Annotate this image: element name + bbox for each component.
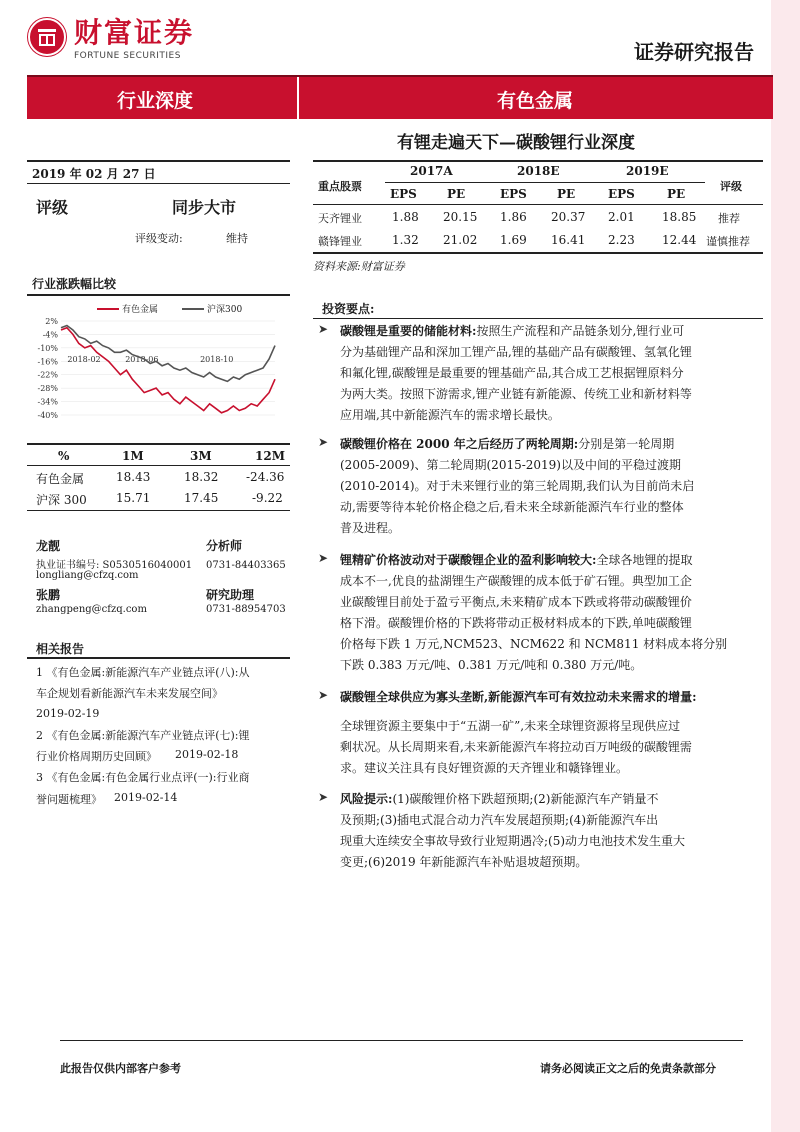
stock-year-2019: 2019E: [626, 164, 669, 178]
banner-right-label: 有色金属: [497, 90, 574, 112]
analyst1-cert: 执业证书编号: S0530516040001: [36, 560, 193, 571]
bullet2-head: 碳酸锂价格在 2000 年之后经历了两轮周期:: [340, 437, 579, 451]
bullet5-line3: 现重大连续安全事故导致行业短期遇冷;(5)动力电池技术发生重大: [340, 834, 686, 848]
bullet5-line2: 及预期;(3)插电式混合动力汽车发展超预期;(4)新能源汽车出: [340, 813, 659, 827]
bullet2-line3: (2010-2014)。对于未来锂行业的第三轮周期,我们认为目前尚未启: [340, 479, 695, 493]
perf-row1-3m: 18.32: [184, 470, 219, 484]
analyst1-role: 分析师: [206, 539, 243, 553]
stock-row1-v5: 2.01: [608, 210, 635, 224]
bullet3-line2: 成本不一,优良的盐湖锂生产碳酸锂的成本低于矿石锂。典型加工企: [340, 574, 692, 588]
analyst2-name: 张鹏: [36, 588, 61, 602]
related-1-line1[interactable]: 1 《有色金属:新能源汽车产业链点评(八):从: [36, 666, 250, 679]
bullet5-line1: (1)碳酸锂价格下跌超预期;(2)新能源汽车产销量不: [392, 792, 659, 806]
stock-table-bottom-rule: [313, 252, 763, 254]
perf-row2-3m: 17.45: [184, 491, 219, 505]
stock-row2-v4: 16.41: [551, 233, 586, 247]
stock-row1-name: 天齐锂业: [318, 212, 362, 225]
stock-row2-v3: 1.69: [500, 233, 527, 247]
chart-ytick-label: -28%: [37, 384, 58, 394]
invest-title-rule: [313, 318, 763, 319]
bullet3-head: 锂精矿价格波动对于碳酸锂企业的盈利影响较大:: [340, 553, 597, 567]
chart-ytick-label: -34%: [37, 397, 58, 407]
perf-row2-1m: 15.71: [116, 491, 151, 505]
stock-header-rule: [313, 204, 763, 205]
stock-row2-rating: 谨慎推荐: [706, 235, 750, 248]
bullet4-line3: 求。建议关注具有良好锂资源的天齐锂业和赣锋锂业。: [340, 761, 629, 775]
banner-divider: [297, 77, 299, 119]
bullet-arrow-icon: ➤: [318, 322, 329, 336]
stock-sub-eps1: EPS: [390, 187, 417, 201]
perf-row1-name: 有色金属: [36, 472, 85, 486]
bullet-arrow-icon: ➤: [318, 790, 329, 804]
stock-sub-pe2: PE: [557, 187, 576, 201]
bullet2-line1: 分别是第一轮周期: [578, 437, 675, 451]
analyst2-role: 研究助理: [206, 588, 255, 602]
related-2-date: 2019-02-18: [175, 748, 239, 761]
footer-left: 此报告仅供内部客户参考: [60, 1062, 181, 1075]
bullet2-line4: 动,需要等待本轮价格企稳之后,看未来全球新能源汽车行业的整体: [340, 500, 684, 514]
logo-text-cn: 财富证券: [74, 16, 195, 49]
bullet1-head: 碳酸锂是重要的储能材料:: [340, 324, 477, 338]
right-decor-strip: [771, 0, 800, 1132]
analyst2-email[interactable]: zhangpeng@cfzq.com: [36, 604, 147, 615]
perf-header-rule: [27, 465, 290, 466]
chart-top-rule: [27, 294, 290, 296]
bullet5-head: 风险提示:: [340, 792, 393, 806]
stock-sub-pe1: PE: [447, 187, 466, 201]
footer-right: 请务必阅读正文之后的免责条款部分: [540, 1062, 716, 1075]
invest-title: 投资要点:: [322, 302, 375, 316]
chart-series-line: [61, 326, 275, 382]
related-3-line2[interactable]: 誉问题梳理》: [36, 793, 102, 806]
report-date: 2019 年 02 月 27 日: [32, 167, 156, 181]
stock-row2-v1: 1.32: [392, 233, 419, 247]
related-1-date: 2019-02-19: [36, 707, 100, 720]
chart-xtick-label: 2018-02: [67, 355, 101, 365]
bullet-arrow-icon: ➤: [318, 551, 329, 565]
related-3-date: 2019-02-14: [114, 791, 178, 804]
chart-ytick-label: -16%: [37, 357, 58, 367]
bullet3-line3: 业碳酸锂目前处于盈亏平衡点,未来精矿成本下跌或将带动碳酸锂价: [340, 595, 692, 609]
bullet2-line5: 普及进程。: [340, 521, 401, 535]
chart-series-line: [61, 328, 275, 413]
chart-ytick-label: -4%: [42, 330, 58, 340]
stock-row1-v2: 20.15: [443, 210, 478, 224]
sidebar-date-rule: [27, 183, 290, 184]
stock-year-2018: 2018E: [517, 164, 560, 178]
stock-year-rule: [385, 182, 705, 183]
perf-table-top-rule: [27, 443, 290, 445]
related-top-rule: [27, 657, 290, 659]
stock-year-2017: 2017A: [410, 164, 453, 178]
perf-row1-12m: -24.36: [246, 470, 285, 484]
report-type-title: 证券研究报告: [634, 40, 754, 64]
rating-change-label: 评级变动:: [135, 232, 183, 245]
banner-left-label: 行业深度: [117, 90, 194, 112]
related-2-line2[interactable]: 行业价格周期历史回顾》: [36, 750, 157, 763]
stock-row1-rating: 推荐: [718, 212, 740, 225]
chart-legend-label: 有色金属: [122, 305, 159, 315]
perf-header-12m: 12M: [255, 449, 285, 463]
bullet1-line5: 应用端,其中新能源汽车的需求增长最快。: [340, 408, 560, 422]
footer-rule: [60, 1040, 743, 1041]
category-banner: [27, 75, 773, 119]
rating-change-value: 维持: [226, 232, 248, 245]
stock-row1-v1: 1.88: [392, 210, 419, 224]
stock-sub-pe3: PE: [667, 187, 686, 201]
bullet1-line4: 为两大类。按照下游需求,锂产业链有新能源、传统工业和新材料等: [340, 387, 692, 401]
bullet2-line2: (2005-2009)、第二轮周期(2015-2019)以及中间的平稳过渡期: [340, 458, 681, 472]
bullet4-line1: 全球锂资源主要集中于“五湖一矿”,未来全球锂资源将呈现供应过: [340, 719, 681, 733]
bullet-arrow-icon: ➤: [318, 688, 329, 702]
related-reports-title: 相关报告: [36, 642, 85, 656]
rating-label: 评级: [36, 198, 69, 217]
related-1-line2[interactable]: 车企规划看新能源汽车未来发展空间》: [36, 687, 223, 700]
logo-text-en: FORTUNE SECURITIES: [74, 51, 181, 61]
bullet4-line2: 剩状况。从长周期来看,未来新能源汽车将拉动百万吨级的碳酸锂需: [340, 740, 692, 754]
stock-row2-v2: 21.02: [443, 233, 478, 247]
chart-ytick-label: -10%: [37, 343, 58, 353]
stock-row2-name: 赣锋锂业: [318, 235, 362, 248]
bullet3-line1: 全球各地锂的提取: [596, 553, 693, 567]
chart-title: 行业涨跌幅比较: [32, 277, 117, 291]
perf-row2-12m: -9.22: [252, 491, 283, 505]
perf-header-3m: 3M: [190, 449, 212, 463]
bullet3-line5: 价格每下跌 1 万元,NCM523、NCM622 和 NCM811 材料成本将分别: [340, 637, 728, 651]
chart-ytick-label: 2%: [45, 317, 58, 326]
related-3-line1[interactable]: 3 《有色金属:有色金属行业点评(一):行业商: [36, 771, 250, 784]
perf-table-bottom-rule: [27, 510, 290, 511]
stock-row1-v4: 20.37: [551, 210, 586, 224]
stock-sub-eps2: EPS: [500, 187, 527, 201]
analyst1-phone: 0731-84403365: [206, 560, 286, 571]
rating-value: 同步大市: [172, 198, 237, 217]
stock-table-source: 资料来源:财富证券: [313, 260, 405, 273]
perf-row1-1m: 18.43: [116, 470, 151, 484]
chart-xtick-label: 2018-06: [125, 355, 159, 365]
bullet-arrow-icon: ➤: [318, 435, 329, 449]
analyst1-name: 龙靓: [36, 539, 61, 553]
perf-header-pct: %: [58, 449, 70, 463]
related-2-line1[interactable]: 2 《有色金属:新能源汽车产业链点评(七):锂: [36, 729, 250, 742]
stock-table-corner: 重点股票: [318, 180, 362, 193]
perf-row2-name: 沪深 300: [36, 493, 87, 507]
bullet3-line4: 格下滑。碳酸锂价格的下跌将带动正极材料成本的下跌,单吨碳酸锂: [340, 616, 692, 630]
analyst1-email[interactable]: longliang@cfzq.com: [36, 570, 139, 581]
chart-legend-label: 沪深300: [207, 305, 243, 315]
chart-ytick-label: -40%: [37, 411, 58, 420]
stock-sub-eps3: EPS: [608, 187, 635, 201]
bullet3-line6: 下跌 0.383 万元/吨、0.381 万元/吨和 0.380 万元/吨。: [340, 658, 643, 672]
chart-xtick-label: 2018-10: [200, 355, 234, 365]
stock-rating-header: 评级: [720, 180, 742, 193]
stock-row2-v5: 2.23: [608, 233, 635, 247]
report-headline: 有锂走遍天下—碳酸锂行业深度: [397, 133, 635, 153]
bullet1-line1: 按照生产流程和产品链条划分,锂行业可: [476, 324, 685, 338]
stock-row2-v6: 12.44: [662, 233, 697, 247]
company-logo-icon: [27, 17, 67, 57]
stock-table-top-rule: [313, 160, 763, 162]
bullet4-head: 碳酸锂全球供应为寡头垄断,新能源汽车可有效拉动未来需求的增量:: [340, 690, 697, 704]
stock-row1-v6: 18.85: [662, 210, 697, 224]
industry-performance-chart: [27, 297, 290, 427]
chart-ytick-label: -22%: [37, 370, 58, 380]
analyst2-phone: 0731-88954703: [206, 604, 286, 615]
bullet1-line3: 和氟化锂,碳酸锂是最重要的锂基础产品,其合成工艺根据锂原料分: [340, 366, 684, 380]
bullet5-line4: 变更;(6)2019 年新能源汽车补贴退坡超预期。: [340, 855, 588, 869]
sidebar-top-rule: [27, 160, 290, 162]
bullet1-line2: 分为基础锂产品和深加工锂产品,锂的基础产品有碳酸锂、氢氧化锂: [340, 345, 692, 359]
stock-row1-v3: 1.86: [500, 210, 527, 224]
perf-header-1m: 1M: [122, 449, 144, 463]
